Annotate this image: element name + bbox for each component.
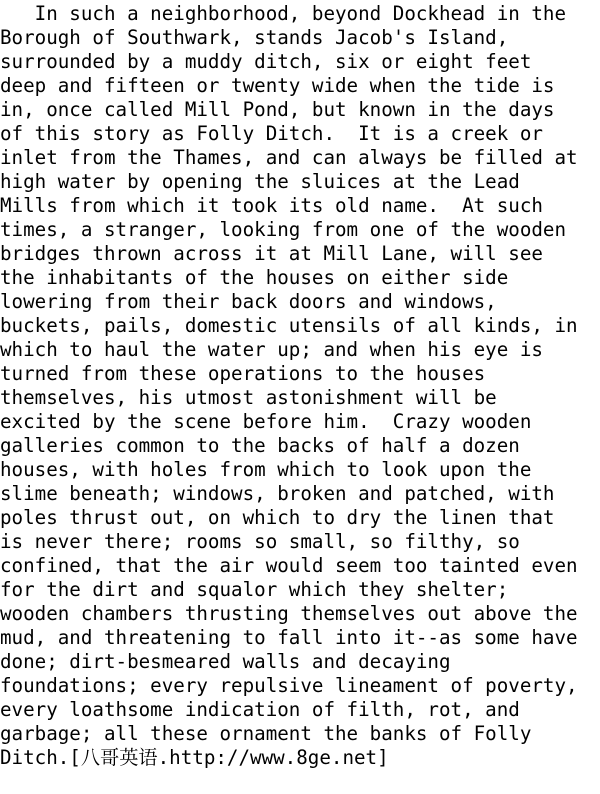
- text-line: confined, that the air would seem too tainted even: [0, 554, 578, 577]
- text-line: the inhabitants of the houses on either side: [0, 266, 509, 289]
- text-line: garbage; all these ornament the banks of Folly: [0, 722, 532, 745]
- text-line: Ditch.[八哥英语.http://www.8ge.net]: [0, 746, 389, 769]
- text-line: galleries common to the backs of half a dozen: [0, 434, 520, 457]
- text-line: deep and fifteen or twenty wide when the tide is: [0, 74, 555, 97]
- text-line: mud, and threatening to fall into it--as some have: [0, 626, 578, 649]
- text-line: surrounded by a muddy ditch, six or eight feet: [0, 50, 532, 73]
- text-line: poles thrust out, on which to dry the linen that: [0, 506, 555, 529]
- text-line: excited by the scene before him. Crazy wooden: [0, 410, 532, 433]
- text-line: lowering from their back doors and windows,: [0, 290, 497, 313]
- text-line: Mills from which it took its old name. At such: [0, 194, 543, 217]
- text-line: In such a neighborhood, beyond Dockhead in the: [0, 2, 567, 25]
- text-line: houses, with holes from which to look upon the: [0, 458, 532, 481]
- text-line: buckets, pails, domestic utensils of all kinds, in: [0, 314, 578, 337]
- text-line: bridges thrown across it at Mill Lane, will see: [0, 242, 543, 265]
- text-line: inlet from the Thames, and can always be filled at: [0, 146, 578, 169]
- text-line: high water by opening the sluices at the Lead: [0, 170, 520, 193]
- text-line: times, a stranger, looking from one of the wooden: [0, 218, 567, 241]
- text-line: foundations; every repulsive lineament of poverty,: [0, 674, 578, 697]
- text-line: slime beneath; windows, broken and patched, with: [0, 482, 555, 505]
- text-line: done; dirt-besmeared walls and decaying: [0, 650, 451, 673]
- text-line: which to haul the water up; and when his eye is: [0, 338, 543, 361]
- text-line: is never there; rooms so small, so filthy, so: [0, 530, 520, 553]
- text-line: themselves, his utmost astonishment will be: [0, 386, 497, 409]
- paragraph: [0, 2, 600, 770]
- text-line: for the dirt and squalor which they shelter;: [0, 578, 509, 601]
- text-line: turned from these operations to the houses: [0, 362, 486, 385]
- text-line: every loathsome indication of filth, rot, and: [0, 698, 520, 721]
- text-line: in, once called Mill Pond, but known in the days: [0, 98, 555, 121]
- text-line: Borough of Southwark, stands Jacob's Island,: [0, 26, 509, 49]
- text-line: of this story as Folly Ditch. It is a creek or: [0, 122, 543, 145]
- text-line: wooden chambers thrusting themselves out above the: [0, 602, 578, 625]
